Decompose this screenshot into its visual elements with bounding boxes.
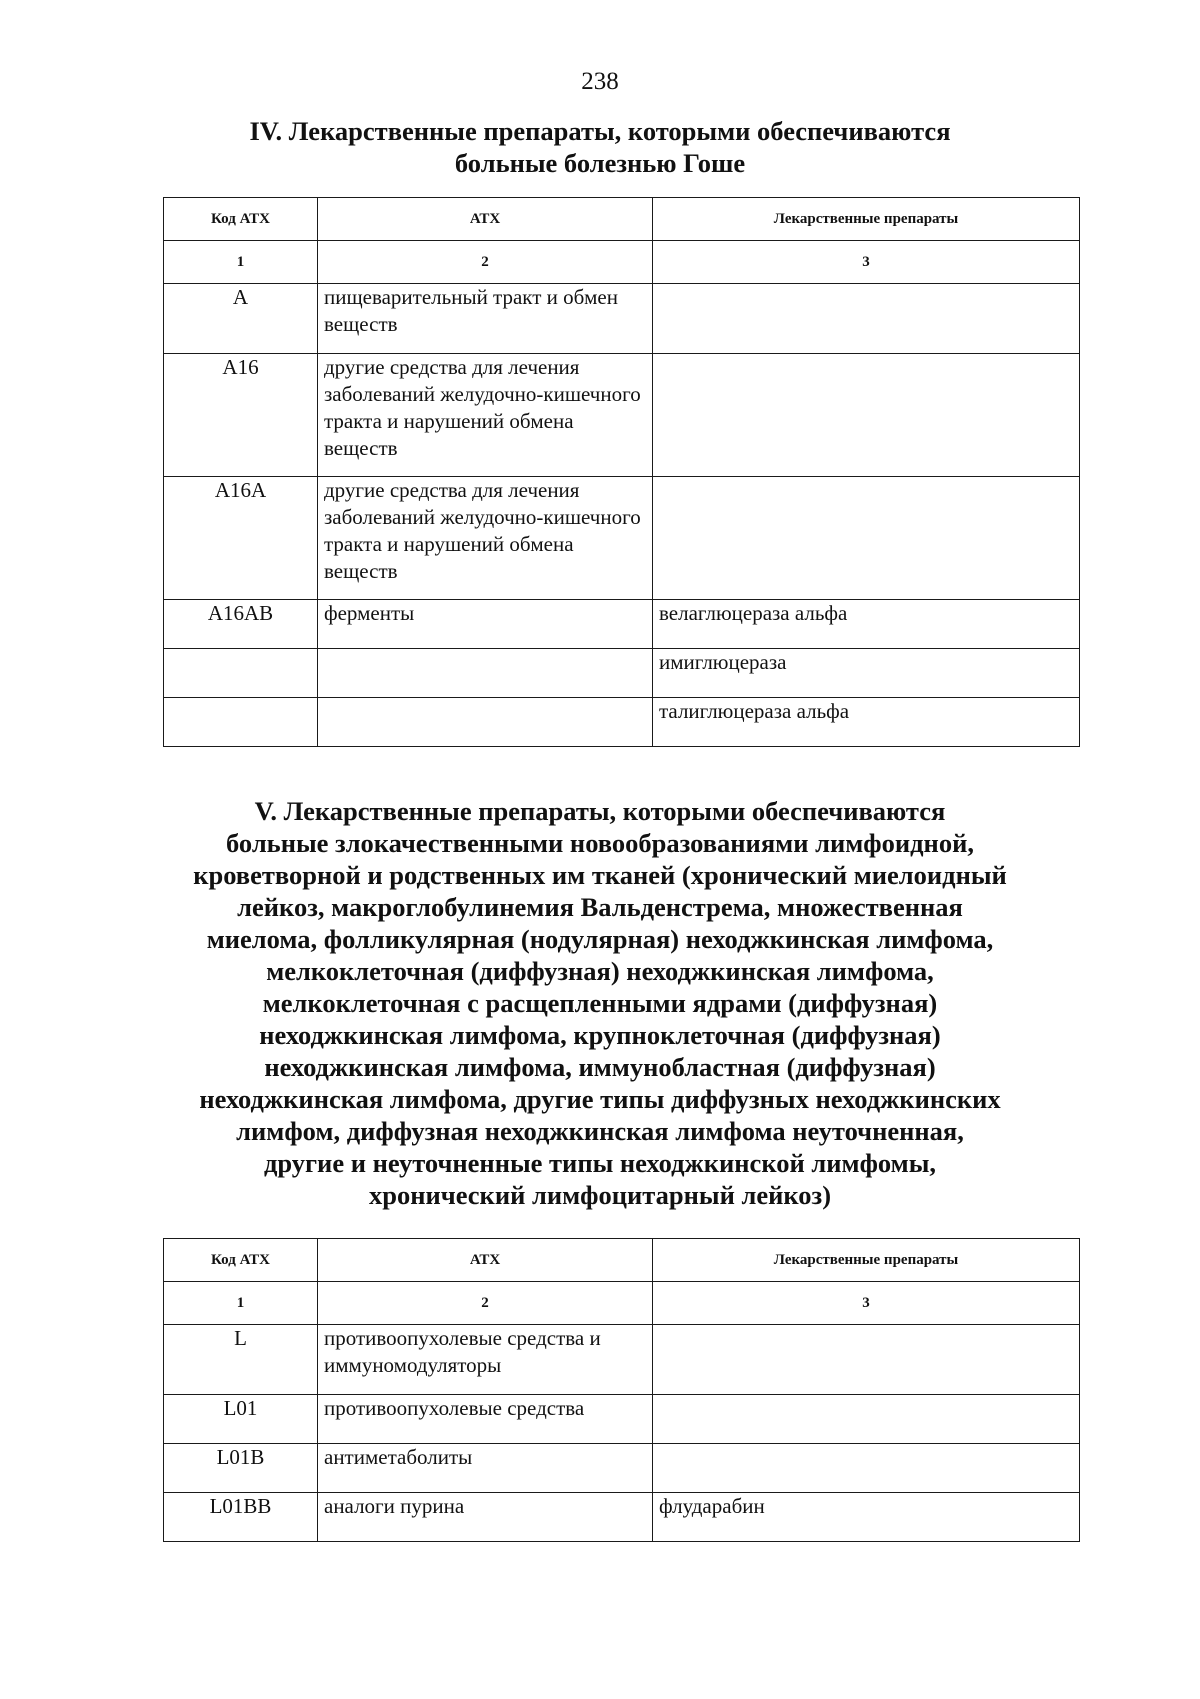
title-line: мелкоклеточная (диффузная) неходжкинская лимфома, — [266, 956, 934, 986]
atx-code-cell: L01 — [164, 1395, 318, 1444]
header-atx-code: Код АТХ — [164, 198, 318, 241]
title-line: неходжкинская лимфома, иммунобластная (диффузная) — [264, 1052, 936, 1082]
table-header-row — [164, 198, 1080, 241]
page-number: 238 — [581, 68, 619, 95]
title-line: миелома, фолликулярная (нодулярная) неходжкинская лимфома, — [206, 924, 994, 954]
atx-name-cell: противоопухолевые средства — [318, 1395, 653, 1444]
atx-code-cell — [164, 649, 318, 698]
title-line: мелкоклеточная с расщепленными ядрами (диффузная) — [262, 988, 938, 1018]
title-line: V. Лекарственные препараты, которыми обеспечиваются — [254, 796, 946, 826]
table-row — [164, 698, 1080, 747]
header-drugs: Лекарственные препараты — [653, 1239, 1080, 1282]
table-header-row — [164, 1239, 1080, 1282]
atx-code-cell: А16 — [164, 354, 318, 477]
drug-cell — [653, 1395, 1080, 1444]
table-row — [164, 354, 1080, 477]
drug-cell: талиглюцераза альфа — [653, 698, 1080, 747]
atx-name-cell: другие средства для лечения заболеваний желудочно-кишечного тракта и нарушений обмена веществ — [318, 477, 653, 600]
drug-cell — [653, 354, 1080, 477]
table-row — [164, 284, 1080, 354]
title-line: лейкоз, макроглобулинемия Вальденстрема, множественная — [237, 892, 963, 922]
table-row — [164, 1395, 1080, 1444]
atx-name-cell: другие средства для лечения заболеваний желудочно-кишечного тракта и нарушений обмена веществ — [318, 354, 653, 477]
drug-cell — [653, 477, 1080, 600]
lymphoma-drugs-table — [163, 1238, 1080, 1542]
atx-code-cell: А16АВ — [164, 600, 318, 649]
table-number-row — [164, 1282, 1080, 1325]
atx-code-cell — [164, 698, 318, 747]
drug-cell — [653, 1444, 1080, 1493]
title-line: больные злокачественными новообразованиями лимфоидной, — [226, 828, 974, 858]
table-row — [164, 649, 1080, 698]
drug-cell: имиглюцераза — [653, 649, 1080, 698]
atx-name-cell: аналоги пурина — [318, 1493, 653, 1542]
column-number: 1 — [164, 1282, 318, 1325]
atx-name-cell: противоопухолевые средства и иммуномодуляторы — [318, 1325, 653, 1395]
table-row — [164, 600, 1080, 649]
atx-code-cell: L01ВВ — [164, 1493, 318, 1542]
header-drugs: Лекарственные препараты — [653, 198, 1080, 241]
column-number: 2 — [318, 1282, 653, 1325]
header-atx: АТХ — [318, 1239, 653, 1282]
table-row — [164, 1325, 1080, 1395]
title-line: неходжкинская лимфома, крупноклеточная (диффузная) — [259, 1020, 941, 1050]
atx-code-cell: А — [164, 284, 318, 354]
column-number: 3 — [653, 241, 1080, 284]
gaucher-drugs-table — [163, 197, 1080, 747]
drug-cell — [653, 284, 1080, 354]
title-line: хронический лимфоцитарный лейкоз) — [368, 1180, 832, 1210]
atx-code-cell: L01В — [164, 1444, 318, 1493]
drug-cell: флударабин — [653, 1493, 1080, 1542]
drug-cell: велаглюцераза альфа — [653, 600, 1080, 649]
atx-name-cell: антиметаболиты — [318, 1444, 653, 1493]
atx-code-cell: А16А — [164, 477, 318, 600]
table-row — [164, 1444, 1080, 1493]
title-line: лимфом, диффузная неходжкинская лимфома неуточненная, — [236, 1116, 964, 1146]
table-number-row — [164, 241, 1080, 284]
atx-name-cell — [318, 649, 653, 698]
table-row — [164, 1493, 1080, 1542]
table-row — [164, 477, 1080, 600]
section-iv-title — [190, 115, 1010, 179]
atx-name-cell — [318, 698, 653, 747]
column-number: 2 — [318, 241, 653, 284]
header-atx-code: Код АТХ — [164, 1239, 318, 1282]
column-number: 3 — [653, 1282, 1080, 1325]
section-v-title — [190, 795, 1010, 1211]
drug-cell — [653, 1325, 1080, 1395]
atx-name-cell: пищеварительный тракт и обмен веществ — [318, 284, 653, 354]
title-line: больные болезнью Гоше — [454, 148, 746, 178]
header-atx: АТХ — [318, 198, 653, 241]
title-line: другие и неуточненные типы неходжкинской лимфомы, — [263, 1148, 937, 1178]
column-number: 1 — [164, 241, 318, 284]
title-line: IV. Лекарственные препараты, которыми обеспечиваются — [249, 116, 951, 146]
title-line: неходжкинская лимфома, другие типы диффузных неходжкинских — [199, 1084, 1001, 1114]
atx-name-cell: ферменты — [318, 600, 653, 649]
atx-code-cell: L — [164, 1325, 318, 1395]
title-line: кроветворной и родственных им тканей (хронический миелоидный — [193, 860, 1007, 890]
